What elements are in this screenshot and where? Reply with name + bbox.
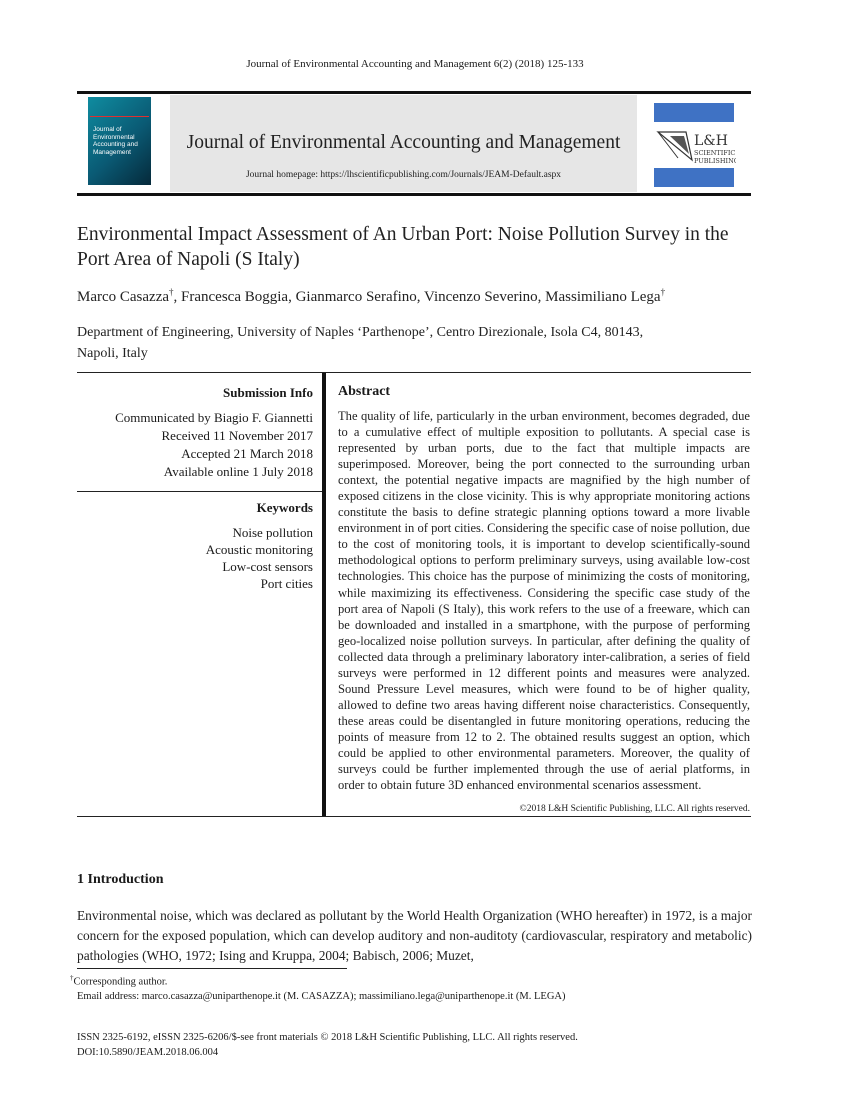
keyword-item: Low-cost sensors (222, 559, 313, 574)
affiliation (77, 322, 717, 364)
abstract-heading: Abstract (338, 384, 391, 399)
sidebar-divider (77, 491, 322, 492)
author-name: Massimiliano Lega (545, 289, 661, 305)
keyword-item: Acoustic monitoring (205, 542, 313, 557)
author-name: Vincenzo Severino (424, 289, 538, 305)
affiliation-line-2: Napoli, Italy (77, 346, 148, 361)
publisher-bar-top (654, 103, 734, 122)
footnote-mark: † (70, 974, 74, 982)
issn-line: ISSN 2325-6192, eISSN 2325-6206/$-see front materials © 2018 L&H Scientific Publishing, LLC. All rights reserved. (77, 1032, 578, 1043)
publisher-bar-bottom (654, 168, 734, 187)
author-name: Marco Casazza (77, 289, 170, 305)
doi-line[interactable]: DOI:10.5890/JEAM.2018.06.004 (77, 1047, 219, 1058)
communicated-by: Communicated by Biagio F. Giannetti (115, 410, 313, 425)
info-bottom-rule (77, 816, 751, 817)
author-name: Francesca Boggia (181, 289, 289, 305)
author-name: Gianmarco Serafino (295, 289, 417, 305)
cover-title: Journal of Environmental Accounting and Management (93, 126, 138, 156)
publisher-brand: L&H (694, 133, 728, 149)
publisher-line1: SCIENTIFIC (694, 149, 736, 157)
affiliation-line-1: Department of Engineering, University of Naples ‘Parthenope’, Centro Direzionale, Isola C4, 80143, (77, 325, 644, 340)
publisher-logo (656, 128, 736, 166)
keyword-item: Noise pollution (232, 525, 313, 540)
journal-homepage[interactable]: Journal homepage: https://lhscientificpublishing.com/Journals/JEAM-Default.aspx (245, 170, 562, 180)
keywords (77, 499, 313, 592)
footnote-corresponding-text: Corresponding author. (73, 976, 168, 988)
article-title: Environmental Impact Assessment of An Urban Port: Noise Pollution Survey in the Port Area of Napoli (S Italy) (77, 224, 729, 270)
footnote-rule (77, 968, 347, 969)
publisher-logo-graphic (656, 128, 736, 166)
abstract-text: The quality of life, particularly in the urban environment, becomes degraded, due to a cumulative effect of multiple exposition to pollutants. A special case is represented by urban ports, due to the fact that multiple impacts are superimposed. Moreover, being the port connected to the surrounding urban context, the potential negative impacts are magnified by the high number of exposed citizens in the close vicinity. This is why appropriate monitoring actions constitute the basis to define strategic planning options toward a more livable environment in of port cities. Considering the specific case of noise pollution, due to the cost of monitoring tools, it is important to develop scientifically-sound methodological options to perform preliminary surveys, using available low-cost technologies. This choice has the purpose of minimizing the costs of monitoring, while maximizing its effectiveness. Considering the specific case study of the port area of Napoli (S Italy), this work refers to the use of a freeware, which can be downloaded and installed in a smartphone, with the purpose of performing geo-localized noise pollution surveys. In particular, after defining the quality of collected data through a preliminary laboratory inter-calibration, a series of field surveys were performed in 12 different points and measures were analyzed. Sound Pressure Level measures, which were found to be of higher quality, allowed to define two areas having different noise characteristics. Consequently, these areas could be disentangled in future monitoring operations, reducing the points of measure from 12 to 2. The obtained results suggest an option, which could be applied to other environmental parameters. Moreover, the quality of surveys could be further implemented through the use of aerial platforms, in order to obtain future 3D enhanced environmental scenarios assessment. (338, 409, 750, 793)
journal-name: Journal of Environmental Accounting and Management (186, 132, 621, 153)
keyword-item: Port cities (260, 576, 313, 591)
journal-cover-image (88, 97, 151, 185)
footnote-email: Email address: marco.casazza@uniparthenope.it (M. CASAZZA); massimiliano.lega@uniparthenope.it (M. LEGA) (77, 991, 566, 1002)
column-divider (322, 373, 326, 816)
banner-top-rule (77, 91, 751, 94)
introduction-text: Environmental noise, which was declared as pollutant by the World Health Organization (WHO hereafter) in 1972, is a major concern for the exposed population, which can develop auditory and non-auditoty (cardiovascular, respiratory and metabolic) pathologies (WHO, 1972; Ising and Kruppa, 2004; Babisch, 2006; Muzet, (77, 908, 752, 964)
banner-bottom-rule (77, 193, 751, 196)
author-mark: † (660, 287, 666, 297)
running-header: Journal of Environmental Accounting and Management 6(2) (2018) 125-133 (246, 58, 584, 70)
abstract-copyright: ©2018 L&H Scientific Publishing, LLC. All rights reserved. (519, 804, 750, 814)
keywords-heading: Keywords (256, 500, 313, 515)
info-top-rule (77, 372, 751, 373)
received-date: Received 11 November 2017 (161, 428, 313, 443)
section-heading-introduction: 1 Introduction (77, 872, 164, 887)
author-list: Marco Casazza†, Francesca Boggia, Gianmarco Serafino, Vincenzo Severino, Massimiliano Lega† (77, 287, 666, 305)
submission-info (77, 384, 313, 481)
online-date: Available online 1 July 2018 (163, 464, 313, 479)
footnote-corresponding (70, 974, 167, 988)
submission-info-heading: Submission Info (223, 385, 313, 400)
cover-accent-line (90, 116, 149, 117)
accepted-date: Accepted 21 March 2018 (181, 446, 313, 461)
publisher-line2: PUBLISHING (694, 157, 736, 165)
author-mark: † (169, 287, 174, 297)
